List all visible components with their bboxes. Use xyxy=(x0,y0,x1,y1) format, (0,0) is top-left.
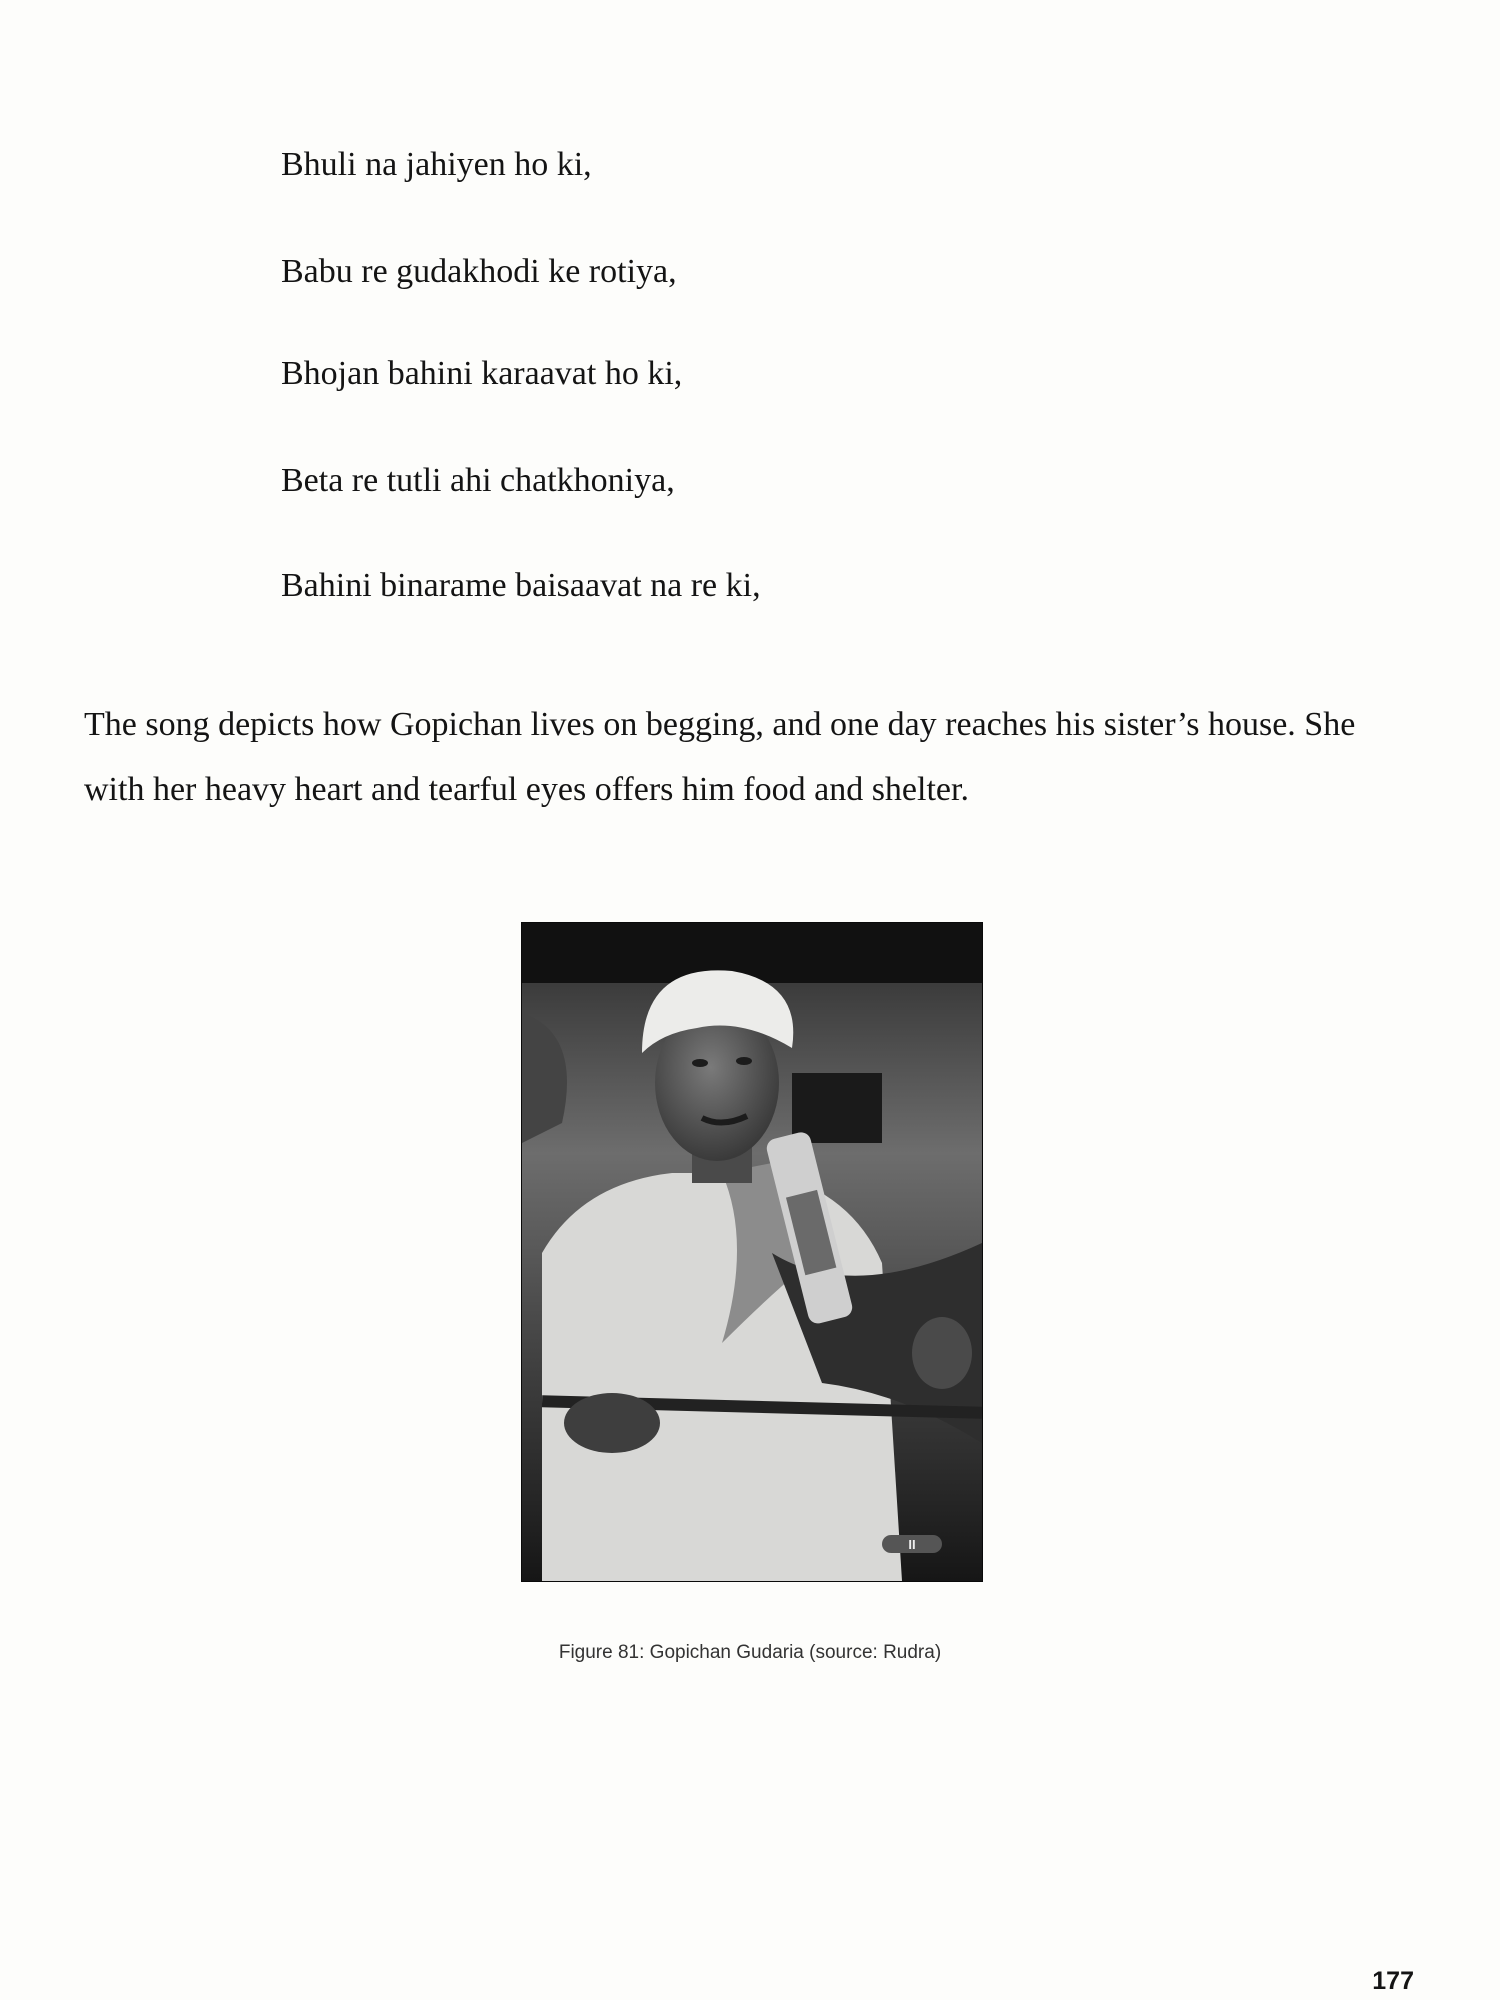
photo-hand-right xyxy=(912,1317,972,1389)
photo-eye-right xyxy=(736,1057,752,1065)
verse-line-3: Bhojan bahini karaavat ho ki, xyxy=(281,355,683,392)
verse-line-1: Bhuli na jahiyen ho ki, xyxy=(281,146,592,183)
photo-hand xyxy=(564,1393,660,1453)
body-paragraph: The song depicts how Gopichan lives on begging, and one day reaches his sister’s house. She with her heavy heart and tearful eyes offers him food and shelter. xyxy=(84,706,1356,808)
video-pause-icon: II xyxy=(908,1537,916,1552)
verse-line-5: Bahini binarame baisaavat na re ki, xyxy=(281,567,761,604)
figure-caption: Figure 81: Gopichan Gudaria (source: Rudra) xyxy=(558,1642,942,1663)
photo-window xyxy=(792,1073,882,1143)
page-number: 177 xyxy=(1372,1967,1414,1995)
verse-line-4: Beta re tutli ahi chatkhoniya, xyxy=(281,462,675,499)
figure-photo xyxy=(521,922,983,1582)
photo-dark-roof xyxy=(522,923,982,983)
photo-eye-left xyxy=(692,1059,708,1067)
verse-line-2: Babu re gudakhodi ke rotiya, xyxy=(281,253,677,290)
